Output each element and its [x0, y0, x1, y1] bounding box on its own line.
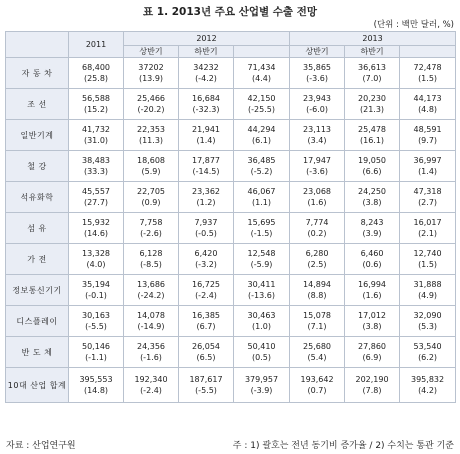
- cell-amount: 6,280: [305, 249, 329, 258]
- cell-amount: 16,994: [358, 280, 387, 289]
- cell-growth-rate: (5.9): [141, 167, 161, 176]
- cell-growth-rate: (0.5): [252, 353, 271, 362]
- cell-amount: 21,941: [192, 125, 220, 134]
- cell-amount: 23,068: [303, 187, 332, 196]
- header-2012-h1: 상반기: [124, 46, 179, 58]
- value-cell: [234, 151, 290, 182]
- cell-growth-rate: (4.4): [252, 74, 271, 83]
- cell-amount: 44,173: [413, 94, 442, 103]
- cell-amount: 24,356: [137, 342, 165, 351]
- cell-growth-rate: (3.8): [362, 198, 382, 207]
- value-cell: [179, 58, 234, 89]
- cell-amount: 35,865: [303, 63, 332, 72]
- value-cell: [400, 275, 456, 306]
- value-cell: [290, 244, 345, 275]
- value-cell: [290, 182, 345, 213]
- cell-growth-rate: (25.8): [83, 74, 109, 83]
- cell-amount: 23,362: [192, 187, 220, 196]
- cell-amount: 22,353: [137, 125, 165, 134]
- cell-amount: 17,947: [303, 156, 332, 165]
- cell-growth-rate: (-14.9): [137, 322, 165, 331]
- value-cell: [345, 182, 400, 213]
- value-cell: [345, 306, 400, 337]
- row-label: 자 동 차: [6, 58, 69, 89]
- value-cell: [234, 58, 290, 89]
- cell-amount: 71,434: [247, 63, 276, 72]
- value-cell: [234, 182, 290, 213]
- value-cell: [345, 89, 400, 120]
- cell-amount: 25,478: [358, 125, 387, 134]
- cell-growth-rate: (-0.5): [195, 229, 217, 238]
- cell-growth-rate: (1.5): [418, 260, 438, 269]
- table-row: [6, 337, 456, 368]
- value-cell: [290, 89, 345, 120]
- value-cell: [69, 275, 124, 306]
- value-cell: [69, 306, 124, 337]
- value-cell: [234, 306, 290, 337]
- value-cell: [179, 306, 234, 337]
- value-cell: [69, 182, 124, 213]
- cell-growth-rate: (4.2): [418, 386, 438, 395]
- cell-amount: 6,420: [194, 249, 218, 258]
- table-row: [6, 368, 456, 403]
- cell-growth-rate: (15.2): [83, 105, 109, 114]
- table-row: [6, 275, 456, 306]
- value-cell: [69, 368, 124, 403]
- value-cell: [345, 275, 400, 306]
- header-2011: 2011: [69, 32, 124, 58]
- value-cell: [69, 89, 124, 120]
- cell-amount: 7,937: [194, 218, 218, 227]
- cell-amount: 38,483: [82, 156, 110, 165]
- cell-amount: 24,250: [358, 187, 387, 196]
- value-cell: [345, 213, 400, 244]
- cell-growth-rate: (6.7): [196, 322, 216, 331]
- cell-amount: 46,067: [247, 187, 276, 196]
- value-cell: [234, 213, 290, 244]
- table-body: [6, 58, 456, 403]
- value-cell: [290, 151, 345, 182]
- cell-amount: 16,385: [192, 311, 220, 320]
- cell-amount: 15,695: [247, 218, 276, 227]
- value-cell: [234, 244, 290, 275]
- cell-growth-rate: (7.8): [362, 386, 382, 395]
- value-cell: [124, 368, 179, 403]
- value-cell: [345, 337, 400, 368]
- header-2012-h2: 하반기: [179, 46, 234, 58]
- cell-amount: 48,591: [413, 125, 442, 134]
- cell-amount: 72,478: [413, 63, 442, 72]
- corner-cell: [6, 32, 69, 58]
- value-cell: [124, 182, 179, 213]
- row-label: 섬 유: [6, 213, 69, 244]
- value-cell: [345, 58, 400, 89]
- value-cell: [69, 151, 124, 182]
- value-cell: [290, 120, 345, 151]
- cell-amount: 50,410: [247, 342, 276, 351]
- cell-growth-rate: (-14.5): [192, 167, 220, 176]
- value-cell: [400, 182, 456, 213]
- cell-amount: 32,090: [413, 311, 442, 320]
- cell-amount: 25,680: [303, 342, 332, 351]
- value-cell: [234, 89, 290, 120]
- cell-growth-rate: (6.1): [252, 136, 271, 145]
- value-cell: [400, 368, 456, 403]
- cell-amount: 36,613: [358, 63, 387, 72]
- cell-growth-rate: (1.6): [362, 291, 382, 300]
- cell-amount: 47,318: [413, 187, 442, 196]
- cell-amount: 12,740: [413, 249, 442, 258]
- cell-amount: 15,932: [82, 218, 110, 227]
- cell-growth-rate: (7.0): [362, 74, 382, 83]
- header-2013: 2013: [290, 32, 456, 46]
- cell-amount: 44,294: [247, 125, 276, 134]
- cell-growth-rate: (-5.5): [195, 386, 217, 395]
- value-cell: [290, 275, 345, 306]
- row-label: 정보통신기기: [6, 275, 69, 306]
- cell-amount: 20,230: [358, 94, 387, 103]
- cell-growth-rate: (11.3): [138, 136, 164, 145]
- cell-amount: 42,150: [247, 94, 276, 103]
- cell-amount: 395,553: [79, 375, 113, 384]
- cell-growth-rate: (33.3): [83, 167, 109, 176]
- cell-growth-rate: (-8.5): [140, 260, 162, 269]
- cell-growth-rate: (2.7): [418, 198, 438, 207]
- table-row: [6, 182, 456, 213]
- cell-amount: 50,146: [82, 342, 110, 351]
- cell-growth-rate: (0.9): [141, 198, 161, 207]
- cell-amount: 6,128: [139, 249, 163, 258]
- table-row: [6, 244, 456, 275]
- cell-growth-rate: (-32.3): [192, 105, 220, 114]
- value-cell: [69, 58, 124, 89]
- value-cell: [345, 120, 400, 151]
- cell-growth-rate: (1.4): [418, 167, 438, 176]
- value-cell: [124, 89, 179, 120]
- cell-amount: 16,725: [192, 280, 220, 289]
- cell-amount: 17,012: [358, 311, 387, 320]
- cell-amount: 23,943: [303, 94, 332, 103]
- value-cell: [179, 337, 234, 368]
- cell-amount: 68,400: [82, 63, 110, 72]
- table-row: [6, 213, 456, 244]
- value-cell: [345, 368, 400, 403]
- cell-amount: 18,608: [137, 156, 165, 165]
- cell-amount: 30,163: [82, 311, 110, 320]
- value-cell: [400, 58, 456, 89]
- cell-growth-rate: (-1.1): [85, 353, 107, 362]
- cell-growth-rate: (3.8): [362, 322, 382, 331]
- row-label: 석유화학: [6, 182, 69, 213]
- cell-growth-rate: (3.9): [362, 229, 382, 238]
- cell-amount: 7,774: [305, 218, 329, 227]
- cell-growth-rate: (16.1): [360, 136, 385, 145]
- cell-growth-rate: (1.5): [418, 74, 438, 83]
- cell-growth-rate: (2.1): [418, 229, 438, 238]
- cell-amount: 26,054: [192, 342, 220, 351]
- value-cell: [400, 337, 456, 368]
- cell-amount: 6,460: [360, 249, 384, 258]
- cell-amount: 23,113: [303, 125, 332, 134]
- value-cell: [345, 151, 400, 182]
- cell-amount: 193,642: [300, 375, 334, 384]
- value-cell: [69, 213, 124, 244]
- value-cell: [179, 213, 234, 244]
- table-row: [6, 120, 456, 151]
- cell-amount: 12,548: [247, 249, 276, 258]
- value-cell: [234, 368, 290, 403]
- cell-growth-rate: (-1.6): [140, 353, 162, 362]
- cell-amount: 7,758: [139, 218, 163, 227]
- cell-amount: 192,340: [134, 375, 168, 384]
- cell-amount: 30,411: [247, 280, 276, 289]
- cell-amount: 37202: [138, 63, 164, 72]
- table-row: [6, 58, 456, 89]
- header-2012: 2012: [124, 32, 290, 46]
- cell-growth-rate: (4.8): [418, 105, 438, 114]
- value-cell: [69, 120, 124, 151]
- cell-amount: 379,957: [244, 375, 279, 384]
- value-cell: [400, 306, 456, 337]
- table-row: [6, 89, 456, 120]
- source-note: 자료 : 산업연구원: [6, 441, 76, 451]
- cell-growth-rate: (1.2): [196, 198, 216, 207]
- value-cell: [345, 244, 400, 275]
- header-2013-total: [400, 46, 456, 58]
- cell-amount: 14,078: [137, 311, 165, 320]
- cell-amount: 8,243: [360, 218, 384, 227]
- value-cell: [234, 120, 290, 151]
- cell-amount: 45,557: [82, 187, 110, 196]
- cell-growth-rate: (9.7): [418, 136, 438, 145]
- cell-growth-rate: (-0.1): [85, 291, 107, 300]
- footnote: 주 : 1) 괄호는 전년 동기비 증가율 / 2) 수치는 통관 기준: [232, 441, 454, 451]
- value-cell: [124, 213, 179, 244]
- cell-growth-rate: (5.3): [418, 322, 438, 331]
- value-cell: [400, 244, 456, 275]
- cell-growth-rate: (-2.4): [195, 291, 217, 300]
- cell-amount: 13,686: [137, 280, 165, 289]
- cell-amount: 34232: [193, 63, 219, 72]
- cell-growth-rate: (-2.6): [140, 229, 162, 238]
- value-cell: [179, 89, 234, 120]
- header-2013-h1: 상반기: [290, 46, 345, 58]
- cell-amount: 27,860: [358, 342, 387, 351]
- value-cell: [290, 213, 345, 244]
- value-cell: [290, 58, 345, 89]
- cell-amount: 14,894: [303, 280, 332, 289]
- cell-growth-rate: (14.6): [83, 229, 109, 238]
- cell-amount: 41,732: [82, 125, 110, 134]
- cell-growth-rate: (1.0): [252, 322, 271, 331]
- cell-amount: 395,832: [411, 375, 445, 384]
- value-cell: [290, 337, 345, 368]
- table-row: [6, 151, 456, 182]
- cell-amount: 35,194: [82, 280, 110, 289]
- cell-growth-rate: (-3.6): [306, 74, 328, 83]
- cell-amount: 25,466: [137, 94, 165, 103]
- cell-growth-rate: (-5.5): [85, 322, 107, 331]
- value-cell: [124, 151, 179, 182]
- cell-growth-rate: (-4.2): [195, 74, 217, 83]
- value-cell: [124, 58, 179, 89]
- cell-growth-rate: (3.4): [307, 136, 327, 145]
- cell-growth-rate: (13.9): [138, 74, 164, 83]
- cell-growth-rate: (27.7): [83, 198, 109, 207]
- value-cell: [179, 244, 234, 275]
- unit-note: (단위 : 백만 달러, %): [373, 20, 454, 30]
- cell-growth-rate: (1.4): [196, 136, 216, 145]
- cell-growth-rate: (6.6): [362, 167, 382, 176]
- value-cell: [400, 89, 456, 120]
- header-2012-total: [234, 46, 290, 58]
- value-cell: [124, 120, 179, 151]
- cell-growth-rate: (31.0): [83, 136, 109, 145]
- cell-amount: 56,588: [82, 94, 110, 103]
- cell-growth-rate: (-3.6): [306, 167, 328, 176]
- value-cell: [179, 368, 234, 403]
- cell-amount: 16,017: [413, 218, 442, 227]
- row-label: 철 강: [6, 151, 69, 182]
- cell-growth-rate: (-3.9): [250, 386, 273, 395]
- value-cell: [234, 275, 290, 306]
- cell-growth-rate: (-1.5): [250, 229, 273, 238]
- cell-growth-rate: (-3.2): [195, 260, 217, 269]
- cell-growth-rate: (-25.5): [248, 105, 275, 114]
- value-cell: [124, 306, 179, 337]
- cell-growth-rate: (-5.9): [250, 260, 273, 269]
- cell-amount: 36,997: [413, 156, 442, 165]
- value-cell: [290, 306, 345, 337]
- cell-amount: 15,078: [303, 311, 332, 320]
- cell-growth-rate: (4.0): [86, 260, 106, 269]
- row-label: 디스플레이: [6, 306, 69, 337]
- value-cell: [179, 151, 234, 182]
- cell-growth-rate: (7.1): [307, 322, 327, 331]
- cell-amount: 31,888: [413, 280, 442, 289]
- cell-amount: 22,705: [137, 187, 165, 196]
- cell-growth-rate: (-20.2): [137, 105, 165, 114]
- cell-growth-rate: (-24.2): [137, 291, 165, 300]
- cell-growth-rate: (0.7): [307, 386, 327, 395]
- cell-growth-rate: (1.1): [252, 198, 271, 207]
- cell-amount: 187,617: [189, 375, 223, 384]
- row-label: 10대 산업 합계: [6, 368, 69, 403]
- cell-amount: 30,463: [247, 311, 276, 320]
- value-cell: [290, 368, 345, 403]
- cell-amount: 36,485: [247, 156, 276, 165]
- value-cell: [400, 151, 456, 182]
- value-cell: [69, 244, 124, 275]
- value-cell: [400, 213, 456, 244]
- cell-amount: 53,540: [413, 342, 442, 351]
- value-cell: [234, 337, 290, 368]
- table-title: 표 1. 2013년 주요 산업별 수출 전망: [142, 6, 318, 18]
- value-cell: [179, 120, 234, 151]
- cell-growth-rate: (21.3): [360, 105, 385, 114]
- cell-growth-rate: (0.6): [362, 260, 382, 269]
- cell-amount: 16,684: [192, 94, 220, 103]
- value-cell: [179, 182, 234, 213]
- cell-amount: 202,190: [355, 375, 389, 384]
- cell-growth-rate: (-5.2): [250, 167, 273, 176]
- cell-amount: 19,050: [358, 156, 387, 165]
- cell-growth-rate: (5.4): [307, 353, 327, 362]
- value-cell: [400, 120, 456, 151]
- cell-growth-rate: (0.2): [307, 229, 327, 238]
- cell-growth-rate: (-13.6): [248, 291, 275, 300]
- cell-growth-rate: (2.5): [307, 260, 327, 269]
- cell-growth-rate: (1.6): [307, 198, 327, 207]
- header-2013-h2: 하반기: [345, 46, 400, 58]
- cell-growth-rate: (-6.0): [306, 105, 328, 114]
- row-label: 일반기계: [6, 120, 69, 151]
- cell-amount: 13,328: [82, 249, 110, 258]
- value-cell: [179, 275, 234, 306]
- cell-growth-rate: (8.8): [307, 291, 327, 300]
- cell-growth-rate: (-2.4): [140, 386, 162, 395]
- cell-growth-rate: (4.9): [418, 291, 438, 300]
- row-label: 반 도 체: [6, 337, 69, 368]
- cell-growth-rate: (6.2): [418, 353, 438, 362]
- cell-growth-rate: (6.5): [196, 353, 216, 362]
- value-cell: [124, 244, 179, 275]
- row-label: 조 선: [6, 89, 69, 120]
- value-cell: [69, 337, 124, 368]
- cell-growth-rate: (6.9): [362, 353, 382, 362]
- value-cell: [124, 275, 179, 306]
- cell-growth-rate: (14.8): [83, 386, 109, 395]
- export-forecast-table: [5, 31, 456, 403]
- row-label: 가 전: [6, 244, 69, 275]
- value-cell: [124, 337, 179, 368]
- table-row: [6, 306, 456, 337]
- cell-amount: 17,877: [192, 156, 220, 165]
